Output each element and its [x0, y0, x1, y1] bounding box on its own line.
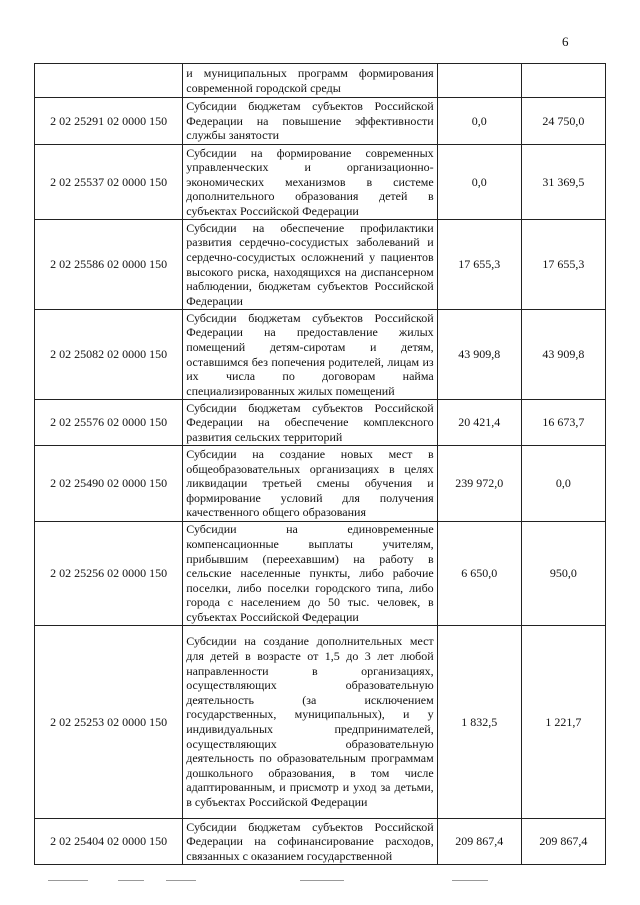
table-row [35, 446, 606, 522]
table-row [35, 819, 606, 865]
table-row [35, 145, 606, 220]
row-value-1: 209 867,4 [437, 819, 521, 865]
row-value-1: 0,0 [437, 98, 521, 145]
row-value-1: 17 655,3 [437, 220, 521, 310]
table-row [35, 400, 606, 446]
scan-edge-marks [0, 880, 640, 890]
table-row [35, 626, 606, 819]
row-value-1: 0,0 [437, 145, 521, 220]
row-name: Субсидии на формирование современных управленческих и организационно-экономических механизмов в системе дополнительного образования детей в субъектах Российской Федерации [183, 145, 437, 220]
row-name: Субсидии бюджетам субъектов Российской Федерации на обеспечение комплексного развития сельских территорий [183, 400, 437, 446]
row-code: 2 02 25253 02 0000 150 [35, 626, 183, 819]
scan-mark [118, 880, 144, 881]
row-value-2: 0,0 [521, 446, 605, 522]
row-value-1: 1 832,5 [437, 626, 521, 819]
row-code: 2 02 25586 02 0000 150 [35, 220, 183, 310]
row-name: Субсидии на обеспечение профилактики развития сердечно-сосудистых заболеваний и сердечно-сосудистых осложнений у пациентов высокого риска, находящихся на диспансерном наблюдении, бюджетам субъектов Российской Федерации [183, 220, 437, 310]
row-name: Субсидии бюджетам субъектов Российской Федерации на повышение эффективности службы занятости [183, 98, 437, 145]
row-name: Субсидии бюджетам субъектов Российской Федерации на софинансирование расходов, связанных с оказанием государственной [183, 819, 437, 865]
table-row [35, 310, 606, 400]
row-name: Субсидии бюджетам субъектов Российской Федерации на предоставление жилых помещений детям-сиротам и детям, оставшимся без попечения родителей, лицам из их числа по договорам найма специализированных жилых помещений [183, 310, 437, 400]
row-code: 2 02 25537 02 0000 150 [35, 145, 183, 220]
row-value-1: 239 972,0 [437, 446, 521, 522]
row-value-1: 6 650,0 [437, 522, 521, 626]
row-value-1: 20 421,4 [437, 400, 521, 446]
row-code: 2 02 25576 02 0000 150 [35, 400, 183, 446]
row-code: 2 02 25256 02 0000 150 [35, 522, 183, 626]
table-row [35, 98, 606, 145]
row-name: и муниципальных программ формирования современной городской среды [183, 64, 437, 98]
scan-mark [300, 880, 344, 881]
row-value-2: 24 750,0 [521, 98, 605, 145]
table-row [35, 522, 606, 626]
row-value-2: 17 655,3 [521, 220, 605, 310]
row-code: 2 02 25490 02 0000 150 [35, 446, 183, 522]
row-value-2 [521, 64, 605, 98]
scan-mark [452, 880, 488, 881]
table-row [35, 64, 606, 98]
row-value-1: 43 909,8 [437, 310, 521, 400]
row-value-2: 16 673,7 [521, 400, 605, 446]
row-name: Субсидии на единовременные компенсационные выплаты учителям, прибывшим (переехавшим) на работу в сельские населенные пункты, либо рабочие поселки, либо поселки городского типа, либо города с населением до 50 тыс. человек, в субъектах Российской Федерации [183, 522, 437, 626]
row-value-2: 43 909,8 [521, 310, 605, 400]
row-value-2: 209 867,4 [521, 819, 605, 865]
row-code [35, 64, 183, 98]
page-number: 6 [562, 34, 569, 49]
row-value-2: 950,0 [521, 522, 605, 626]
row-code: 2 02 25404 02 0000 150 [35, 819, 183, 865]
row-value-2: 31 369,5 [521, 145, 605, 220]
row-code: 2 02 25082 02 0000 150 [35, 310, 183, 400]
row-value-2: 1 221,7 [521, 626, 605, 819]
row-name: Субсидии на создание новых мест в общеобразовательных организациях в целях ликвидации третьей смены обучения и формирование условий для получения качественного общего образования [183, 446, 437, 522]
scan-mark [48, 880, 88, 881]
scan-mark [166, 880, 196, 881]
row-code: 2 02 25291 02 0000 150 [35, 98, 183, 145]
row-value-1 [437, 64, 521, 98]
row-name: Субсидии на создание дополнительных мест для детей в возрасте от 1,5 до 3 лет любой направленности в организациях, осуществляющих образовательную деятельность (за исключением государственных, муниципальных), и у индивидуальных предпринимателей, осуществляющих образовательную деятельность по образовательным программам дошкольного образования, в том числе адаптированным, и присмотр и уход за детьми, в субъектах Российской Федерации [183, 626, 437, 819]
budget-table [34, 63, 606, 865]
table-row [35, 220, 606, 310]
